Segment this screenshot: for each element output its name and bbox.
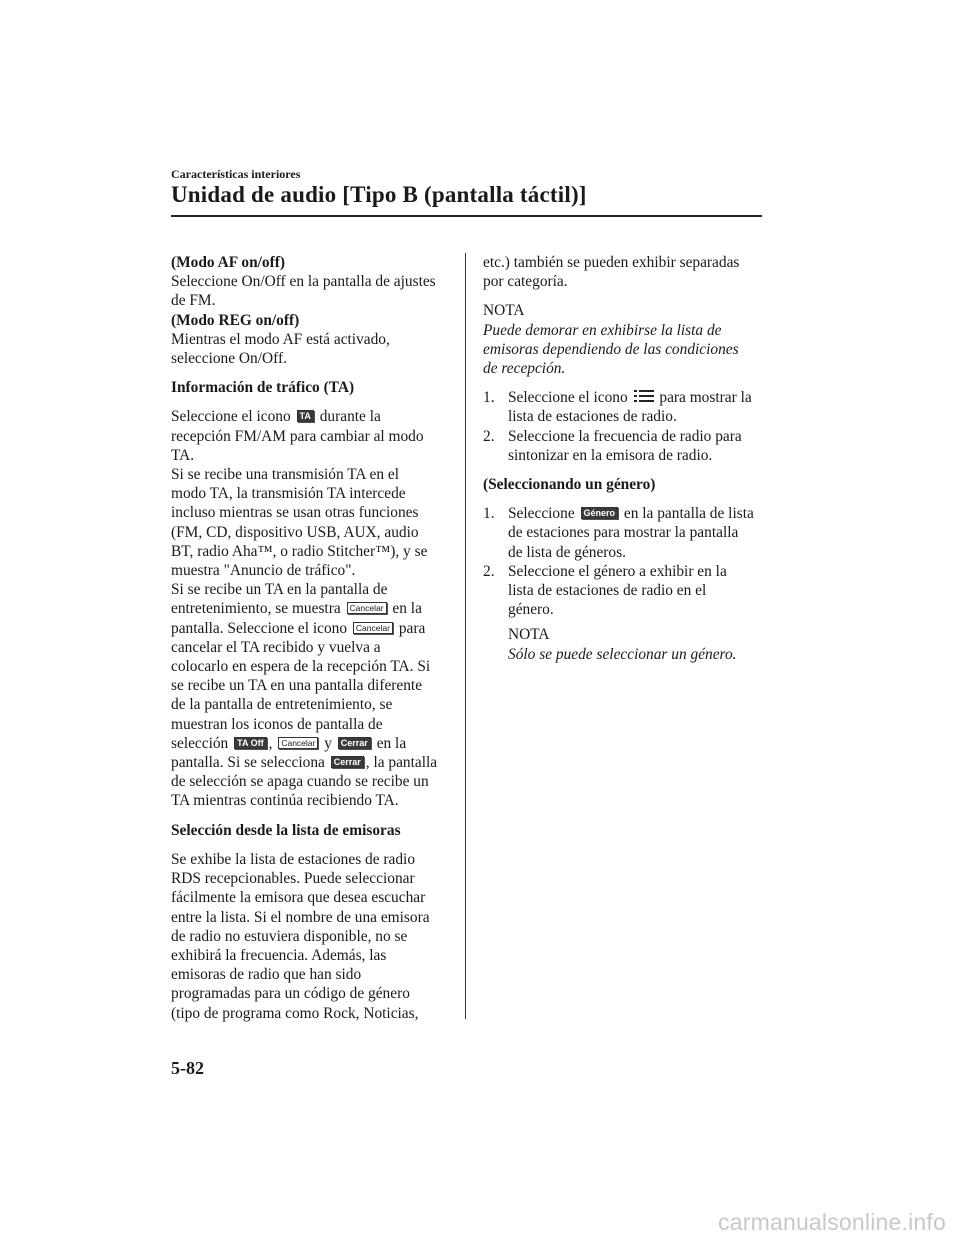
ta-text-line: Si se recibe una transmisión TA en el [171, 466, 400, 484]
page-title: Unidad de audio [Tipo B (pantalla táctil)] [171, 182, 587, 207]
genre-button-icon: Género [581, 507, 619, 519]
watermark: carmanualsonline.info [718, 1209, 946, 1235]
step-item-cont: sintonizar en la emisora de radio. [508, 446, 713, 464]
ta-off-button-icon: TA Off [234, 737, 267, 749]
station-list-heading: Selección desde la lista de emisoras [171, 821, 401, 839]
ta-text-line: colocarlo en espera de la recepción TA. Si [171, 658, 431, 676]
cancel-button-icon: Cancelar [353, 622, 393, 634]
genre-step-cont: de lista de géneros. [508, 543, 626, 561]
ta-text-line: (FM, CD, dispositivo USB, AUX, audio [171, 523, 419, 541]
left-column [171, 253, 459, 1023]
reg-heading: (Modo REG on/off) [171, 311, 300, 329]
note-text: Puede demorar en exhibirse la lista de [483, 321, 722, 339]
note-text: emisoras dependiendo de las condiciones [483, 340, 739, 358]
close-button-icon: Cerrar [338, 737, 371, 749]
station-list-line: Se exhibe la lista de estaciones de radio [171, 850, 416, 868]
ta-text-line: Si se recibe un TA en la pantalla de [171, 581, 388, 599]
ta-text-line: cancelar el TA recibido y vuelva a [171, 638, 381, 656]
note-text: de recepción. [483, 360, 566, 378]
cancel-button-icon: Cancelar [347, 602, 387, 614]
close-button-icon: Cerrar [331, 756, 364, 768]
column-divider [465, 253, 466, 1019]
station-list-line: entre la lista. Si el nombre de una emisora [171, 908, 430, 926]
ta-text-line: Seleccione el icono TA durante la [171, 408, 381, 426]
station-list-line: (tipo de programa como Rock, Noticias, [171, 1004, 419, 1022]
af-text-line: Seleccione On/Off en la pantalla de ajustes [171, 273, 436, 291]
af-heading: (Modo AF on/off) [171, 254, 285, 271]
genre-step-cont: género. [508, 601, 554, 619]
ta-heading: Información de tráfico (TA) [171, 379, 355, 397]
ta-text-line: muestra "Anuncio de tráfico". [171, 562, 356, 580]
station-list-line: de radio no estuviera disponible, no se [171, 927, 408, 945]
ta-text-line: TA. [171, 446, 195, 464]
continuation-line: etc.) también se pueden exhibir separadas [483, 254, 740, 271]
genre-step: 2. Seleccione el género a exhibir en la [483, 562, 727, 580]
title-rule [171, 215, 762, 217]
note-label: NOTA [508, 626, 550, 644]
ta-text-line: pantalla. Seleccione el icono Cancelar para [171, 619, 426, 637]
step-item: 1. Seleccione el icono para mostrar la [483, 389, 752, 407]
step-item-cont: lista de estaciones de radio. [508, 408, 677, 426]
ta-text-line: de la pantalla de entretenimiento, se [171, 696, 393, 714]
station-list-line: programadas para un código de género [171, 985, 410, 1003]
ta-text-line: entretenimiento, se muestra Cancelar en la [171, 600, 422, 618]
reg-text-line: Mientras el modo AF está activado, [171, 330, 390, 348]
page-number: 5-82 [171, 1058, 204, 1078]
ta-text-line: selección TA Off , Cancelar y Cerrar en la [171, 734, 407, 752]
note-label: NOTA [483, 302, 525, 320]
station-list-line: exhibirá la frecuencia. Además, las [171, 946, 387, 964]
ta-text-line: TA mientras continúa recibiendo TA. [171, 792, 399, 810]
ta-text-line: modo TA, la transmisión TA intercede [171, 485, 406, 503]
step-item: 2. Seleccione la frecuencia de radio para [483, 427, 742, 445]
ta-text-line: BT, radio Aha™, o radio Stitcher™), y se [171, 542, 428, 560]
ta-button-icon: TA [297, 410, 314, 422]
note-text: Sólo se puede seleccionar un género. [508, 645, 737, 663]
ta-text-line: muestran los iconos de pantalla de [171, 715, 383, 733]
ta-text-line: recepción FM/AM para cambiar al modo [171, 427, 424, 445]
genre-heading: (Seleccionando un género) [483, 476, 656, 494]
list-icon [634, 390, 654, 402]
section-label: Características interiores [171, 167, 301, 181]
af-text-line: de FM. [171, 292, 216, 310]
ta-text-line: incluso mientras se usan otras funciones [171, 504, 419, 522]
ta-text-line: pantalla. Si se selecciona Cerrar , la pantalla [171, 754, 438, 772]
ta-text-line: de selección se apaga cuando se recibe un [171, 773, 429, 791]
reg-text-line: seleccione On/Off. [171, 350, 287, 368]
station-list-line: emisoras de radio que han sido [171, 966, 362, 984]
station-list-line: RDS recepcionables. Puede seleccionar [171, 870, 415, 888]
genre-step-cont: de estaciones para mostrar la pantalla [508, 524, 739, 542]
station-list-line: fácilmente la emisora que desea escuchar [171, 889, 426, 907]
ta-text-line: se recibe un TA en una pantalla diferente [171, 677, 423, 695]
cancel-button-icon: Cancelar [278, 737, 318, 749]
genre-step: 1. Seleccione Género en la pantalla de lista [483, 505, 754, 523]
genre-step-cont: lista de estaciones de radio en el [508, 582, 707, 600]
continuation-line: por categoría. [483, 273, 568, 291]
right-column [483, 253, 768, 664]
